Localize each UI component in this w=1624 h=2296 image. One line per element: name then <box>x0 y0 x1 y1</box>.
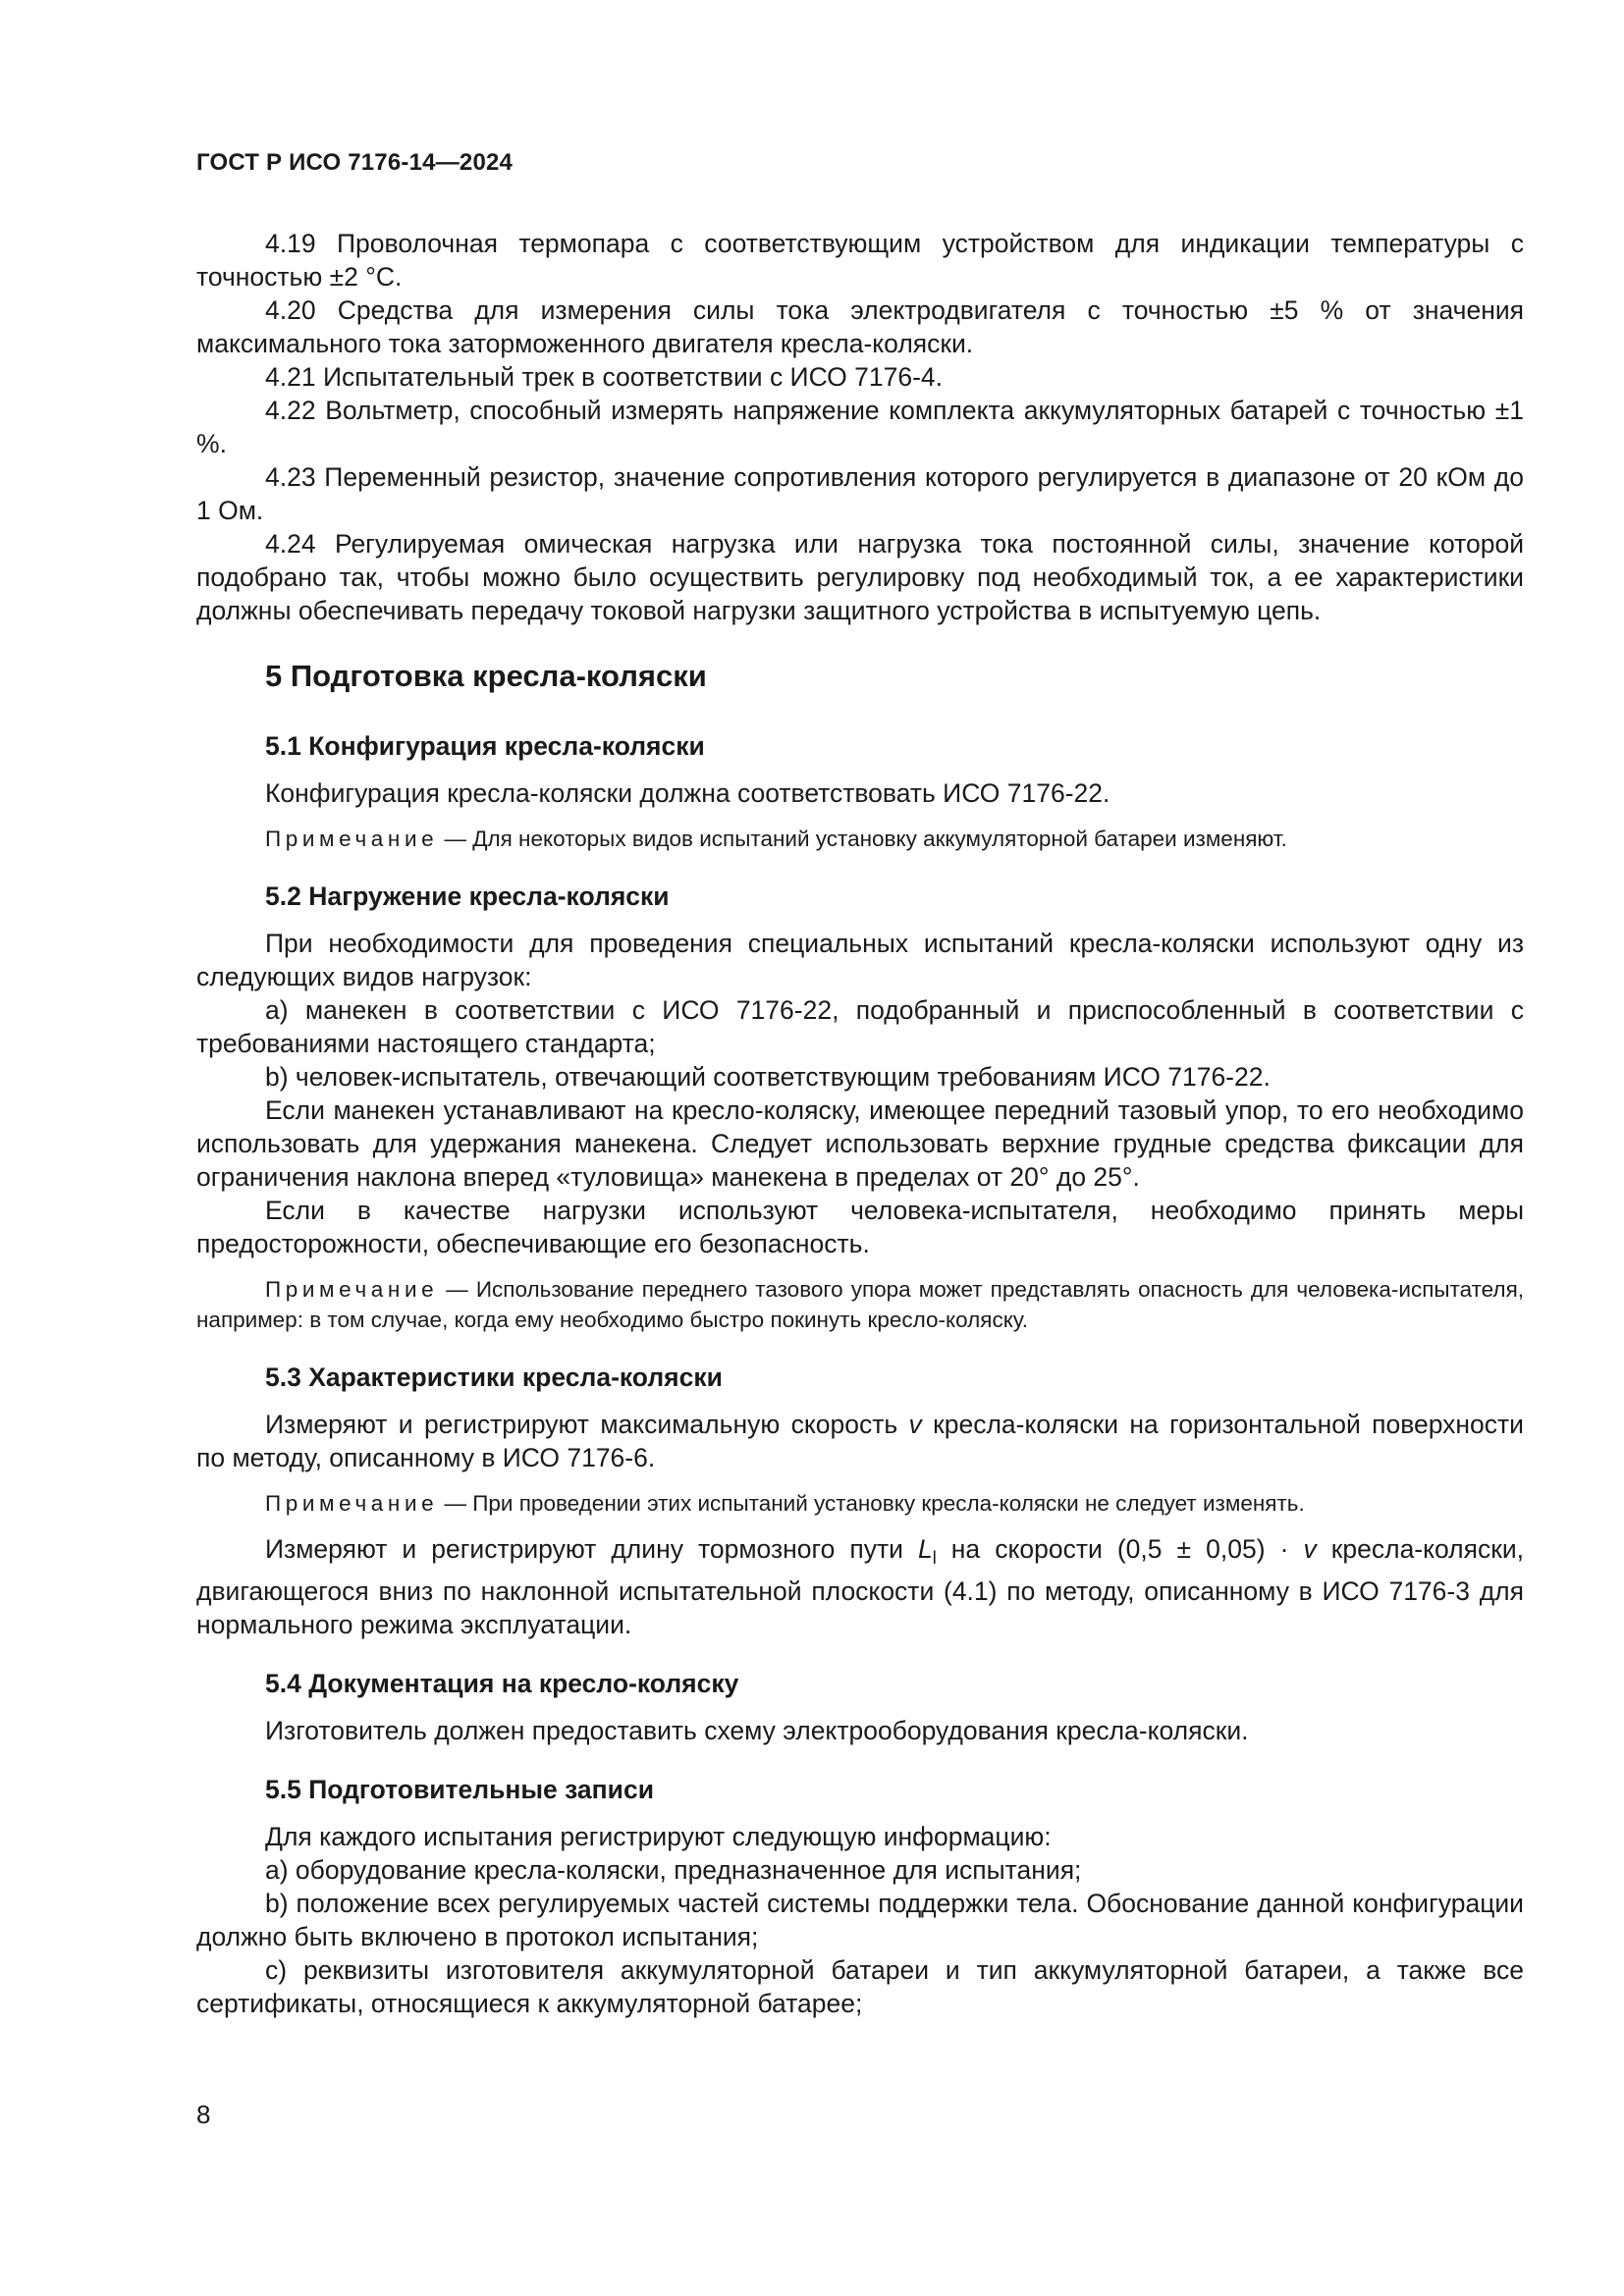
section-5-2-p1: При необходимости для проведения специальных испытаний кресла-коляски используют одну из следующих видов нагрузок: <box>196 929 1524 991</box>
braking-distance-symbol: L <box>917 1534 933 1564</box>
item-4-24: 4.24 Регулируемая омическая нагрузка или нагрузка тока постоянной силы, значение которой подобрано так, чтобы можно было осуществить регулировку под необходимый ток, а ее характеристики должны обеспечивать передачу токовой нагрузки защитного устройства в испытуемую цепь. <box>196 529 1524 625</box>
section-5-3-heading: 5.3 Характеристики кресла-коляски <box>265 1362 723 1392</box>
item-4-22: 4.22 Вольтметр, способный измерять напряжение комплекта аккумуляторных батарей с точностью ±1 %. <box>196 396 1524 458</box>
item-4-23: 4.23 Переменный резистор, значение сопротивления которого регулируется в диапазоне от 20 кОм до 1 Ом. <box>196 462 1524 525</box>
section-5-5-p1: Для каждого испытания регистрируют следующую информацию: <box>265 1822 1052 1851</box>
note-text: — Для некоторых видов испытаний установку аккумуляторной батареи изменяют. <box>438 827 1287 851</box>
text-run: Измеряют и регистрируют длину тормозного пути <box>265 1534 918 1564</box>
section-5-5-heading: 5.5 Подготовительные записи <box>265 1775 654 1804</box>
text-run: кресла-коляски, двигающегося вниз по наклонной испытательной плоскости (4.1) по методу, описанному в ИСО 7176-3 для нормального режима эксплуатации. <box>196 1534 1525 1639</box>
standard-header: ГОСТ Р ИСО 7176-14—2024 <box>196 149 514 176</box>
text-run: кресла-коляски на горизонтальной поверхности по методу, описанному в ИСО 7176-6. <box>196 1410 1524 1472</box>
note-label: Примечание <box>265 1277 439 1302</box>
section-5-2-p3: Если в качестве нагрузки используют человека-испытателя, необходимо принять меры предосторожности, обеспечивающие его безопасность. <box>196 1196 1524 1258</box>
section-5-5-item-c: с) реквизиты изготовителя аккумуляторной батареи и тип аккумуляторной батареи, а также все сертификаты, относящиеся к аккумуляторной батарее; <box>196 1955 1524 2018</box>
section-5-4-text: Изготовитель должен предоставить схему электрооборудования кресла-коляски. <box>265 1716 1249 1745</box>
velocity-symbol: v <box>1303 1534 1317 1564</box>
section-5-5-item-b: b) положение всех регулируемых частей системы поддержки тела. Обоснование данной конфигурации должно быть включено в протокол испытания; <box>196 1889 1524 1951</box>
section-5-1-text: Конфигурация кресла-коляски должна соответствовать ИСО 7176-22. <box>265 778 1110 808</box>
note-label: Примечание <box>265 1491 439 1516</box>
section-5-5-item-a: а) оборудование кресла-коляски, предназначенное для испытания; <box>265 1855 1082 1885</box>
item-4-20: 4.20 Средства для измерения силы тока электродвигателя с точностью ±5 % от значения максимального тока заторможенного двигателя кресла-коляски. <box>196 295 1524 358</box>
section-5-3-note <box>196 1488 1524 1519</box>
section-5-2-item-a: а) манекен в соответствии с ИСО 7176-22, подобранный и приспособленный в соответствии с требованиями настоящего стандарта; <box>196 995 1524 1058</box>
text-run: на скорости (0,5 ± 0,05) · <box>936 1534 1304 1564</box>
note-text: — При проведении этих испытаний установку кресла-коляски не следует изменять. <box>438 1491 1305 1516</box>
section-5-2-heading: 5.2 Нагружение кресла-коляски <box>265 881 670 911</box>
section-5-1-note <box>196 824 1524 854</box>
note-text: — Использование переднего тазового упора может представлять опасность для человека-испытателя, например: в том случае, когда ему необходимо быстро покинуть кресло-коляску. <box>196 1277 1524 1332</box>
section-5-2-note <box>196 1274 1524 1335</box>
section-5-3-p2 <box>196 1532 1524 1641</box>
section-5-2-p2: Если манекен устанавливают на кресло-коляску, имеющее передний тазовый упор, то его необходимо использовать для удержания манекена. Следует использовать верхние грудные средства фиксации для ограничения наклона вперед «туловища» манекена в пределах от 20° до 25°. <box>196 1095 1524 1192</box>
text-run: Измеряют и регистрируют максимальную скорость <box>265 1410 909 1439</box>
item-4-19: 4.19 Проволочная термопара с соответствующим устройством для индикации температуры с точностью ±2 °C. <box>196 229 1524 292</box>
page-number: 8 <box>196 2100 211 2129</box>
note-label: Примечание <box>265 827 439 851</box>
item-4-21: 4.21 Испытательный трек в соответствии с ИСО 7176-4. <box>265 362 944 392</box>
document-body <box>196 227 1524 2020</box>
braking-distance-subscript: l <box>932 1548 937 1568</box>
section-5-1-heading: 5.1 Конфигурация кресла-коляски <box>265 731 705 761</box>
section-5-heading: 5 Подготовка кресла-коляски <box>265 659 707 693</box>
section-5-4-heading: 5.4 Документация на кресло-коляску <box>265 1669 739 1698</box>
section-5-3-p1 <box>196 1408 1524 1474</box>
section-5-2-item-b: b) человек-испытатель, отвечающий соответствующим требованиям ИСО 7176-22. <box>265 1062 1271 1092</box>
velocity-symbol: v <box>908 1410 922 1439</box>
